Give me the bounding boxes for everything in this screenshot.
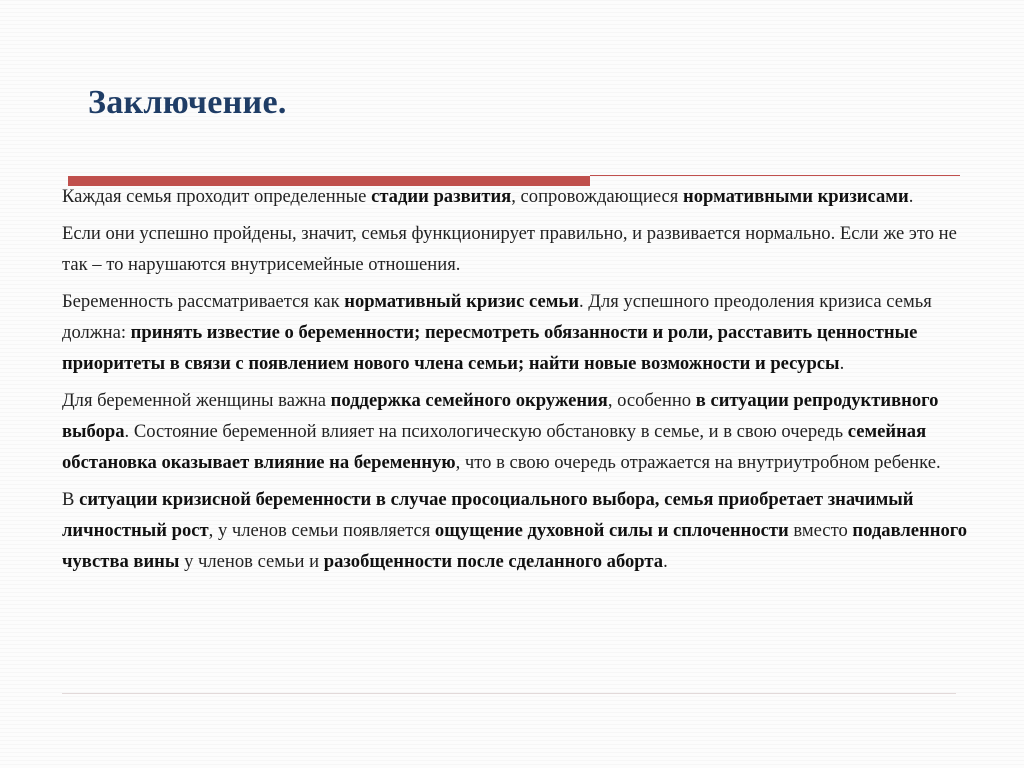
text-run: у членов семьи и: [179, 551, 324, 572]
text-run: вместо: [788, 520, 853, 541]
bold-run: подавленного чувства вины: [62, 520, 968, 572]
text-run: Беременность рассматривается как: [62, 291, 345, 312]
text-run: . Состояние беременной влияет на психологическую обстановку в семье, и в свою очередь: [124, 421, 848, 442]
text-run: , что в свою очередь отражается на внутриутробном ребенке.: [455, 452, 941, 473]
text-run: , у членов семьи появляется: [208, 520, 435, 541]
text-run: . Для успешного преодоления кризиса семья должна:: [62, 291, 932, 343]
text-run: Если они успешно пройдены, значит, семья функционирует правильно, и развивается нормально. Если же это не так – то нарушаются внутрисемейные отношения.: [62, 223, 957, 275]
bold-run: семейная обстановка оказывает влияние на беременную: [62, 421, 927, 473]
slide-title: Заключение.: [88, 84, 287, 121]
bold-run: нормативный кризис семьи: [344, 291, 579, 312]
bold-run: ситуации кризисной беременности в случае просоциального выбора, семья приобретает значимый личностный рост: [62, 489, 914, 541]
paragraph-pregnancy-crisis: [62, 286, 987, 379]
paragraph-family-stages: [62, 181, 987, 212]
text-run: Для беременной женщины важна: [62, 390, 331, 411]
slide-body: [62, 181, 987, 583]
bold-run: принять известие о беременности; пересмотреть обязанности и роли, расставить ценностные приоритеты в связи с появлением нового члена семьи; найти новые возможности и ресурсы: [62, 322, 918, 374]
paragraph-family-functioning: [62, 218, 987, 280]
paragraph-crisis-pregnancy: [62, 484, 987, 577]
bold-run: поддержка семейного окружения: [330, 390, 608, 411]
title-accent-line: [590, 175, 960, 176]
bold-run: стадии развития: [371, 186, 512, 207]
text-run: , сопровождающиеся: [511, 186, 683, 207]
text-run: В: [62, 489, 80, 510]
text-run: .: [663, 551, 668, 572]
text-run: , особенно: [607, 390, 696, 411]
paragraph-family-support: [62, 385, 987, 478]
bold-run: в ситуации репродуктивного выбора: [62, 390, 939, 442]
text-run: Каждая семья проходит определенные: [62, 186, 372, 207]
bold-run: разобщенности после сделанного аборта: [323, 551, 664, 572]
bold-run: ощущение духовной силы и сплоченности: [434, 520, 789, 541]
text-run: .: [908, 186, 914, 207]
bold-run: нормативными кризисами: [683, 186, 909, 207]
bottom-divider: [62, 693, 956, 694]
text-run: .: [839, 353, 845, 374]
